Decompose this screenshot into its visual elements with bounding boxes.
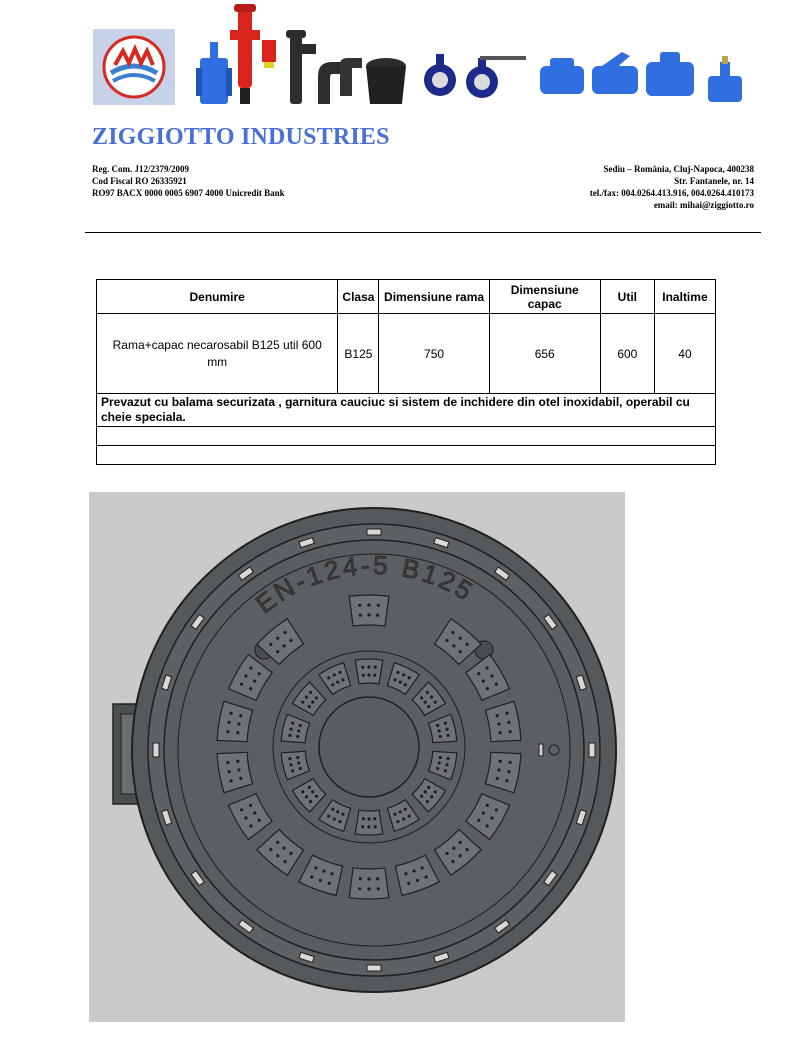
- pad-dot: [236, 731, 239, 734]
- pad-dot: [336, 681, 339, 684]
- pad-dot: [404, 683, 407, 686]
- pad-dot: [226, 730, 229, 733]
- pad-dot: [374, 666, 377, 669]
- pad-dot: [499, 760, 502, 763]
- pad-dot: [402, 817, 405, 820]
- pad-dot: [399, 810, 402, 813]
- pad-dot: [420, 696, 423, 699]
- pad-dot: [237, 722, 240, 725]
- butterfly-valve-image: [424, 54, 526, 98]
- pad-dot: [229, 712, 232, 715]
- pad-dot: [482, 811, 485, 814]
- pad-dot: [237, 768, 240, 771]
- pad-dot: [408, 815, 411, 818]
- pad-dot: [393, 678, 396, 681]
- inner-grip-pad: [355, 659, 383, 684]
- pad-dot: [319, 879, 322, 882]
- pad-dot: [269, 643, 272, 646]
- pad-dot: [434, 701, 437, 704]
- frame-slot: [367, 529, 381, 535]
- cell-clasa: B125: [338, 314, 379, 394]
- pad-dot: [402, 673, 405, 676]
- company-logo: [93, 29, 175, 105]
- pad-dot: [452, 644, 455, 647]
- pad-dot: [477, 819, 480, 822]
- pad-dot: [239, 714, 242, 717]
- pad-dot: [327, 676, 330, 679]
- pad-dot: [496, 714, 499, 717]
- pad-dot: [452, 847, 455, 850]
- cell-denumire: Rama+capac necarosabil B125 util 600 mm: [97, 314, 338, 394]
- pad-dot: [283, 644, 286, 647]
- pad-dot: [425, 875, 428, 878]
- pad-dot: [367, 673, 370, 676]
- pad-dot: [427, 705, 430, 708]
- pad-dot: [359, 877, 362, 880]
- pad-dot: [434, 790, 437, 793]
- pad-dot: [341, 678, 344, 681]
- outer-grip-pad: [349, 868, 389, 899]
- pad-dot: [310, 875, 313, 878]
- pad-dot: [496, 777, 499, 780]
- pad-dot: [283, 631, 286, 634]
- header-inaltime: Inaltime: [654, 280, 715, 314]
- pad-dot: [239, 777, 242, 780]
- pad-dot: [331, 808, 334, 811]
- pad-dot: [333, 817, 336, 820]
- pad-dot: [438, 729, 441, 732]
- pad-dot: [482, 679, 485, 682]
- pad-dot: [466, 848, 469, 851]
- pad-dot: [408, 676, 411, 679]
- pad-dot: [495, 808, 498, 811]
- email-address: email: mihai@ziggiotto.ro: [653, 200, 754, 210]
- pad-dot: [258, 819, 261, 822]
- fiscal-code: Cod Fiscal RO 26335921: [92, 176, 187, 186]
- pad-dot: [413, 869, 416, 872]
- pad-dot: [309, 800, 312, 803]
- empty-cell: [97, 427, 716, 446]
- pad-dot: [228, 721, 231, 724]
- gate-valve-image: [196, 42, 232, 104]
- pad-dot: [258, 672, 261, 675]
- pad-dot: [253, 811, 256, 814]
- pad-dot: [328, 882, 331, 885]
- pad-dot: [358, 604, 361, 607]
- company-name: ZIGGIOTTO INDUSTRIES: [92, 124, 390, 150]
- header-util: Util: [600, 280, 654, 314]
- pad-dot: [311, 701, 314, 704]
- empty-cell: [97, 446, 716, 465]
- pad-dot: [404, 808, 407, 811]
- pad-dot: [486, 687, 489, 690]
- pad-dot: [499, 731, 502, 734]
- pad-dot: [486, 804, 489, 807]
- cast-marking-text: EN-124-5 B125: [249, 549, 481, 620]
- pad-dot: [376, 877, 379, 880]
- pad-dot: [497, 722, 500, 725]
- pad-dot: [459, 650, 462, 653]
- pad-dot: [299, 767, 302, 770]
- manhole-cover-drawing: [89, 492, 625, 1022]
- pad-dot: [341, 813, 344, 816]
- pad-dot: [322, 869, 325, 872]
- pad-dot: [485, 667, 488, 670]
- pad-dot: [404, 872, 407, 875]
- pad-dot: [430, 795, 433, 798]
- pad-dot: [308, 705, 311, 708]
- pad-dot: [269, 848, 272, 851]
- pad-dot: [338, 671, 341, 674]
- pad-dot: [315, 696, 318, 699]
- pad-dot: [361, 666, 364, 669]
- table-empty-row: [97, 446, 716, 465]
- small-valve-image: [708, 56, 742, 102]
- pad-dot: [396, 671, 399, 674]
- pad-dot: [249, 667, 252, 670]
- pad-dot: [283, 860, 286, 863]
- pad-dot: [490, 816, 493, 819]
- pad-dot: [249, 687, 252, 690]
- pad-dot: [296, 756, 299, 759]
- pad-dot: [445, 763, 448, 766]
- pad-dot: [424, 701, 427, 704]
- pad-dot: [444, 769, 447, 772]
- pad-dot: [438, 761, 441, 764]
- pad-dot: [426, 691, 429, 694]
- pad-dot: [447, 757, 450, 760]
- pad-dot: [430, 696, 433, 699]
- frame-slot: [589, 743, 595, 757]
- pad-dot: [327, 815, 330, 818]
- product-description-note: Prevazut cu balama securizata , garnitura cauciuc si sistem de inchidere din otel inoxidabil, operabil cu cheie speciala.: [97, 394, 716, 427]
- pad-dot: [439, 735, 442, 738]
- pad-dot: [451, 860, 454, 863]
- pad-dot: [276, 841, 279, 844]
- registration-number: Reg. Com. J12/2379/2009: [92, 164, 189, 174]
- pad-dot: [407, 882, 410, 885]
- pad-dot: [447, 734, 450, 737]
- products-banner: [190, 0, 755, 108]
- pad-dot: [362, 674, 365, 677]
- pad-dot: [377, 887, 380, 890]
- pad-dot: [330, 872, 333, 875]
- pad-dot: [509, 761, 512, 764]
- pad-dot: [309, 691, 312, 694]
- pad-dot: [229, 779, 232, 782]
- pad-dot: [477, 672, 480, 675]
- pad-dot: [444, 722, 447, 725]
- pad-dot: [416, 879, 419, 882]
- pad-dot: [249, 804, 252, 807]
- pad-dot: [291, 769, 294, 772]
- pad-dot: [439, 756, 442, 759]
- header-dimensiune-capac: Dimensiune capac: [489, 280, 600, 314]
- pad-dot: [507, 770, 510, 773]
- phone-fax: tel./fax: 004.0264.413.916, 004.0264.410173: [589, 188, 754, 198]
- pad-dot: [367, 613, 370, 616]
- pad-dot: [301, 701, 304, 704]
- pad-dot: [276, 854, 279, 857]
- pad-dot: [276, 650, 279, 653]
- pad-dot: [459, 841, 462, 844]
- pad-dot: [399, 681, 402, 684]
- pad-dot: [445, 852, 448, 855]
- pad-dot: [466, 643, 469, 646]
- pad-dot: [288, 757, 291, 760]
- pad-dot: [436, 724, 439, 727]
- pad-dot: [367, 877, 370, 880]
- pad-dot: [291, 722, 294, 725]
- pad-dot: [362, 817, 365, 820]
- company-registration-info: [92, 163, 285, 199]
- header-divider: [85, 232, 761, 233]
- frame-slot: [153, 743, 159, 757]
- pad-dot: [421, 866, 424, 869]
- pad-dot: [240, 808, 243, 811]
- pad-dot: [420, 795, 423, 798]
- cell-dimensiune-capac: 656: [489, 314, 600, 394]
- pad-dot: [507, 721, 510, 724]
- pad-dot: [367, 665, 370, 668]
- pad-dot: [393, 813, 396, 816]
- pad-dot: [445, 728, 448, 731]
- pad-dot: [244, 816, 247, 819]
- pad-dot: [253, 679, 256, 682]
- pad-dot: [490, 674, 493, 677]
- pad-dot: [374, 825, 377, 828]
- pad-dot: [244, 674, 247, 677]
- pad-dot: [359, 614, 362, 617]
- pad-dot: [311, 790, 314, 793]
- pad-dot: [367, 817, 370, 820]
- header-dimensiune-rama: Dimensiune rama: [379, 280, 489, 314]
- surface-box-image: [366, 58, 406, 104]
- table-empty-row: [97, 427, 716, 446]
- pad-dot: [358, 887, 361, 890]
- cell-util: 600: [600, 314, 654, 394]
- pad-dot: [497, 768, 500, 771]
- pad-dot: [297, 729, 300, 732]
- pad-dot: [336, 810, 339, 813]
- pad-dot: [288, 734, 291, 737]
- pad-dot: [505, 779, 508, 782]
- pad-dot: [509, 730, 512, 733]
- address-line-2: Str. Fantanele, nr. 14: [674, 176, 754, 186]
- frame-slot: [367, 965, 381, 971]
- cell-inaltime: 40: [654, 314, 715, 394]
- pad-dot: [338, 820, 341, 823]
- pad-dot: [459, 637, 462, 640]
- inner-grip-pad: [355, 810, 383, 835]
- pad-dot: [367, 825, 370, 828]
- pad-dot: [236, 760, 239, 763]
- pad-dot: [314, 866, 317, 869]
- table-header-row: [97, 280, 716, 314]
- header-clasa: Clasa: [338, 280, 379, 314]
- table-row: [97, 314, 716, 394]
- pad-dot: [289, 728, 292, 731]
- hydrant-image: [230, 4, 276, 104]
- table-note-row: [97, 394, 716, 427]
- pad-dot: [445, 639, 448, 642]
- header-denumire: Denumire: [97, 280, 338, 314]
- pad-dot: [296, 735, 299, 738]
- pad-dot: [289, 852, 292, 855]
- pad-dot: [331, 683, 334, 686]
- pad-dot: [459, 854, 462, 857]
- pad-dot: [301, 790, 304, 793]
- bank-account: RO97 BACX 0000 0005 6907 4000 Unicredit Bank: [92, 188, 285, 198]
- check-valve-image: [540, 52, 694, 96]
- address-line-1: Sediu – România, Cluj-Napoca, 400238: [603, 164, 754, 174]
- pad-dot: [228, 770, 231, 773]
- pad-dot: [276, 637, 279, 640]
- pad-dot: [367, 887, 370, 890]
- pad-dot: [240, 683, 243, 686]
- pad-dot: [373, 817, 376, 820]
- pad-dot: [485, 824, 488, 827]
- pad-dot: [495, 683, 498, 686]
- pad-dot: [424, 790, 427, 793]
- pad-dot: [436, 767, 439, 770]
- pad-dot: [297, 761, 300, 764]
- product-spec-table: [96, 279, 716, 465]
- pad-dot: [396, 820, 399, 823]
- pad-dot: [315, 795, 318, 798]
- pad-dot: [377, 604, 380, 607]
- pad-dot: [289, 639, 292, 642]
- pad-dot: [305, 795, 308, 798]
- pipe-fittings-image: [286, 30, 362, 104]
- pad-dot: [308, 786, 311, 789]
- pad-dot: [289, 763, 292, 766]
- pad-dot: [376, 614, 379, 617]
- pad-dot: [451, 631, 454, 634]
- company-contact-info: [590, 163, 754, 211]
- pad-dot: [361, 825, 364, 828]
- pad-dot: [505, 712, 508, 715]
- pad-dot: [426, 800, 429, 803]
- pad-dot: [226, 761, 229, 764]
- pad-dot: [333, 673, 336, 676]
- pad-dot: [367, 603, 370, 606]
- pad-dot: [283, 847, 286, 850]
- pad-dot: [249, 824, 252, 827]
- cell-dimensiune-rama: 750: [379, 314, 489, 394]
- pad-dot: [305, 696, 308, 699]
- pad-dot: [373, 674, 376, 677]
- pad-dot: [427, 786, 430, 789]
- pad-dot: [299, 724, 302, 727]
- outer-grip-pad: [349, 595, 389, 626]
